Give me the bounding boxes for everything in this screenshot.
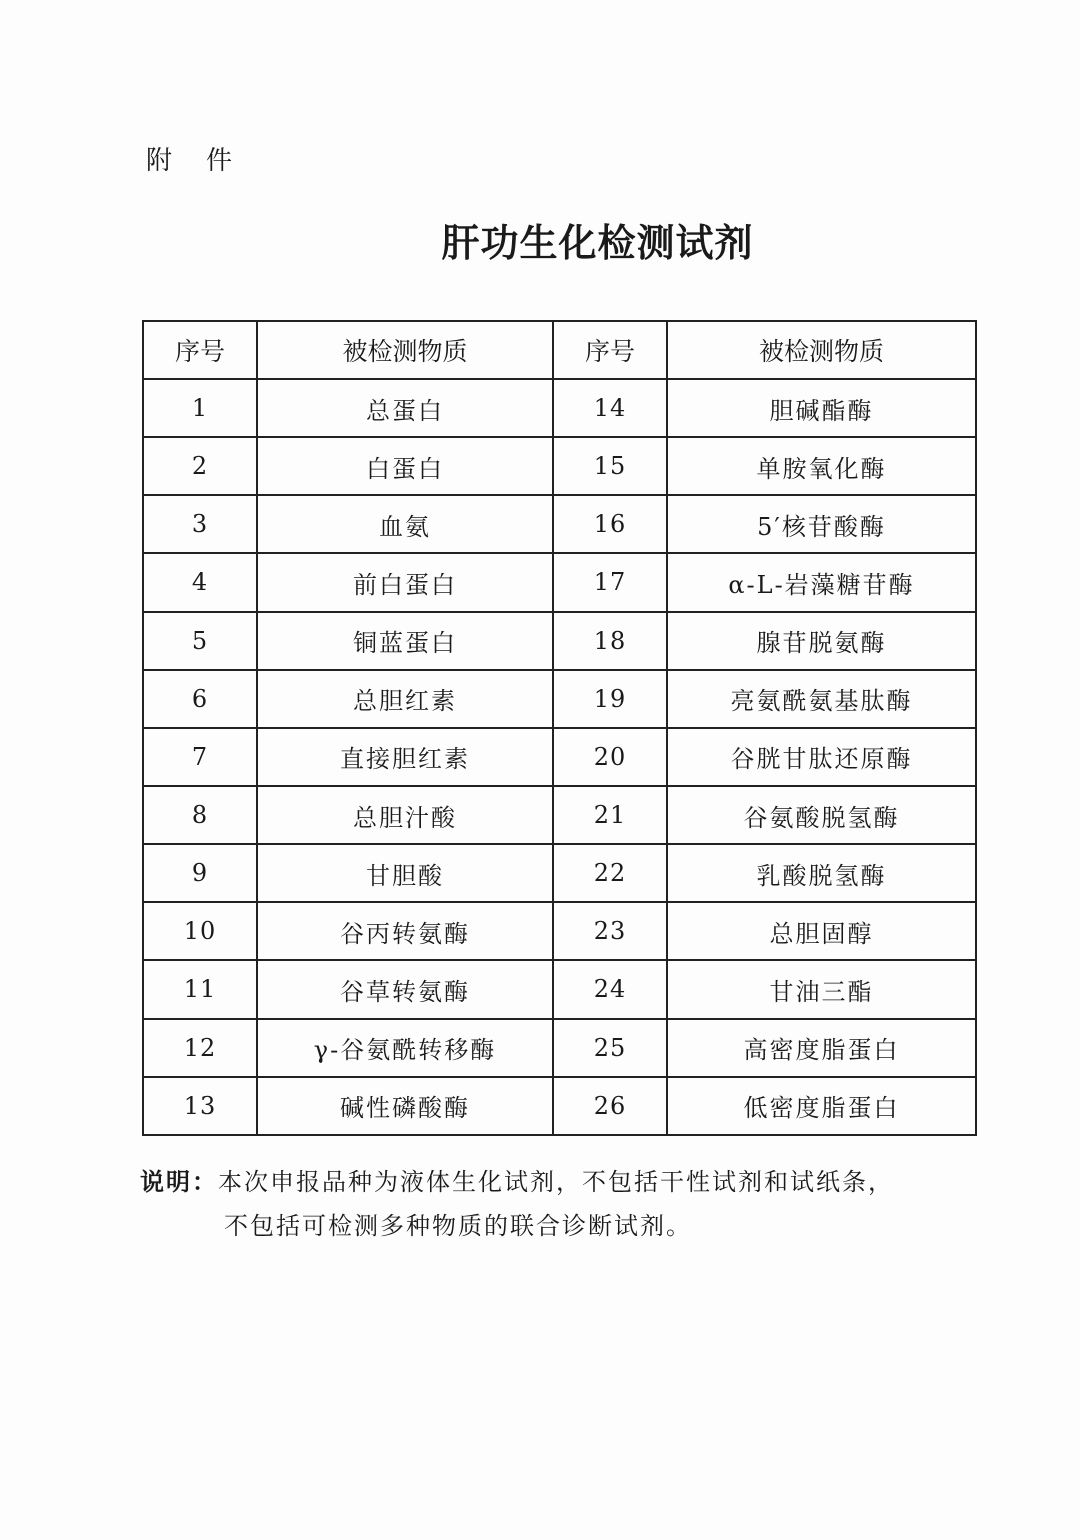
- table-row: [143, 728, 976, 786]
- table-row: [143, 379, 976, 437]
- table-row: [143, 844, 976, 902]
- cell-serial-right: 14: [553, 379, 667, 437]
- note-line-1: 本次申报品种为液体生化试剂，不包括干性试剂和试纸条，: [218, 1168, 894, 1196]
- cell-substance-left: 谷丙转氨酶: [257, 902, 553, 960]
- cell-substance-left: 谷草转氨酶: [257, 960, 553, 1018]
- table-body: [143, 379, 976, 1135]
- table-row: [143, 1019, 976, 1077]
- table-header-row: [143, 321, 976, 379]
- cell-serial-left: 2: [143, 437, 257, 495]
- cell-substance-right: 胆碱酯酶: [667, 379, 976, 437]
- cell-serial-left: 5: [143, 612, 257, 670]
- table-row: [143, 612, 976, 670]
- cell-serial-right: 25: [553, 1019, 667, 1077]
- cell-substance-left: 直接胆红素: [257, 728, 553, 786]
- cell-serial-left: 11: [143, 960, 257, 1018]
- cell-substance-right: 谷氨酸脱氢酶: [667, 786, 976, 844]
- cell-substance-left: 铜蓝蛋白: [257, 612, 553, 670]
- cell-serial-right: 15: [553, 437, 667, 495]
- cell-substance-left: 白蛋白: [257, 437, 553, 495]
- cell-substance-right: 低密度脂蛋白: [667, 1077, 976, 1135]
- header-substance-left: 被检测物质: [257, 321, 553, 379]
- reagent-table: [142, 320, 977, 1136]
- table-row: [143, 437, 976, 495]
- cell-serial-right: 20: [553, 728, 667, 786]
- cell-substance-left: 血氨: [257, 495, 553, 553]
- note-line-2: 不包括可检测多种物质的联合诊断试剂。: [224, 1212, 692, 1240]
- cell-serial-right: 16: [553, 495, 667, 553]
- cell-substance-right: 谷胱甘肽还原酶: [667, 728, 976, 786]
- table-row: [143, 495, 976, 553]
- cell-serial-left: 6: [143, 670, 257, 728]
- cell-substance-left: 总胆红素: [257, 670, 553, 728]
- attachment-char-1: 附: [146, 146, 175, 176]
- attachment-label: [146, 140, 234, 177]
- cell-serial-right: 26: [553, 1077, 667, 1135]
- cell-substance-right: 5′核苷酸酶: [667, 495, 976, 553]
- cell-serial-left: 9: [143, 844, 257, 902]
- cell-substance-left: 甘胆酸: [257, 844, 553, 902]
- cell-substance-left: 碱性磷酸酶: [257, 1077, 553, 1135]
- cell-substance-left: 前白蛋白: [257, 553, 553, 611]
- cell-substance-right: 单胺氧化酶: [667, 437, 976, 495]
- header-substance-right: 被检测物质: [667, 321, 976, 379]
- cell-serial-right: 24: [553, 960, 667, 1018]
- cell-serial-right: 18: [553, 612, 667, 670]
- table-row: [143, 670, 976, 728]
- cell-substance-right: 亮氨酰氨基肽酶: [667, 670, 976, 728]
- cell-serial-right: 19: [553, 670, 667, 728]
- explanatory-note: [140, 1160, 1000, 1248]
- cell-serial-right: 17: [553, 553, 667, 611]
- cell-serial-left: 7: [143, 728, 257, 786]
- cell-substance-right: 甘油三酯: [667, 960, 976, 1018]
- cell-substance-right: 腺苷脱氨酶: [667, 612, 976, 670]
- cell-substance-right: 总胆固醇: [667, 902, 976, 960]
- table-row: [143, 1077, 976, 1135]
- cell-substance-right: 乳酸脱氢酶: [667, 844, 976, 902]
- table-row: [143, 786, 976, 844]
- cell-substance-right: α-L-岩藻糖苷酶: [667, 553, 976, 611]
- attachment-char-2: 件: [206, 146, 235, 176]
- table-row: [143, 902, 976, 960]
- cell-serial-left: 1: [143, 379, 257, 437]
- cell-serial-left: 13: [143, 1077, 257, 1135]
- note-label: 说明：: [140, 1168, 218, 1196]
- header-serial-left: 序号: [143, 321, 257, 379]
- cell-serial-left: 10: [143, 902, 257, 960]
- cell-substance-right: 高密度脂蛋白: [667, 1019, 976, 1077]
- header-serial-right: 序号: [553, 321, 667, 379]
- cell-substance-left: γ-谷氨酰转移酶: [257, 1019, 553, 1077]
- table-row: [143, 553, 976, 611]
- cell-serial-right: 22: [553, 844, 667, 902]
- cell-serial-left: 12: [143, 1019, 257, 1077]
- cell-substance-left: 总蛋白: [257, 379, 553, 437]
- cell-serial-left: 4: [143, 553, 257, 611]
- cell-serial-right: 21: [553, 786, 667, 844]
- table-row: [143, 960, 976, 1018]
- cell-substance-left: 总胆汁酸: [257, 786, 553, 844]
- document-title: 肝功生化检测试剂: [441, 221, 754, 265]
- cell-serial-right: 23: [553, 902, 667, 960]
- cell-serial-left: 3: [143, 495, 257, 553]
- cell-serial-left: 8: [143, 786, 257, 844]
